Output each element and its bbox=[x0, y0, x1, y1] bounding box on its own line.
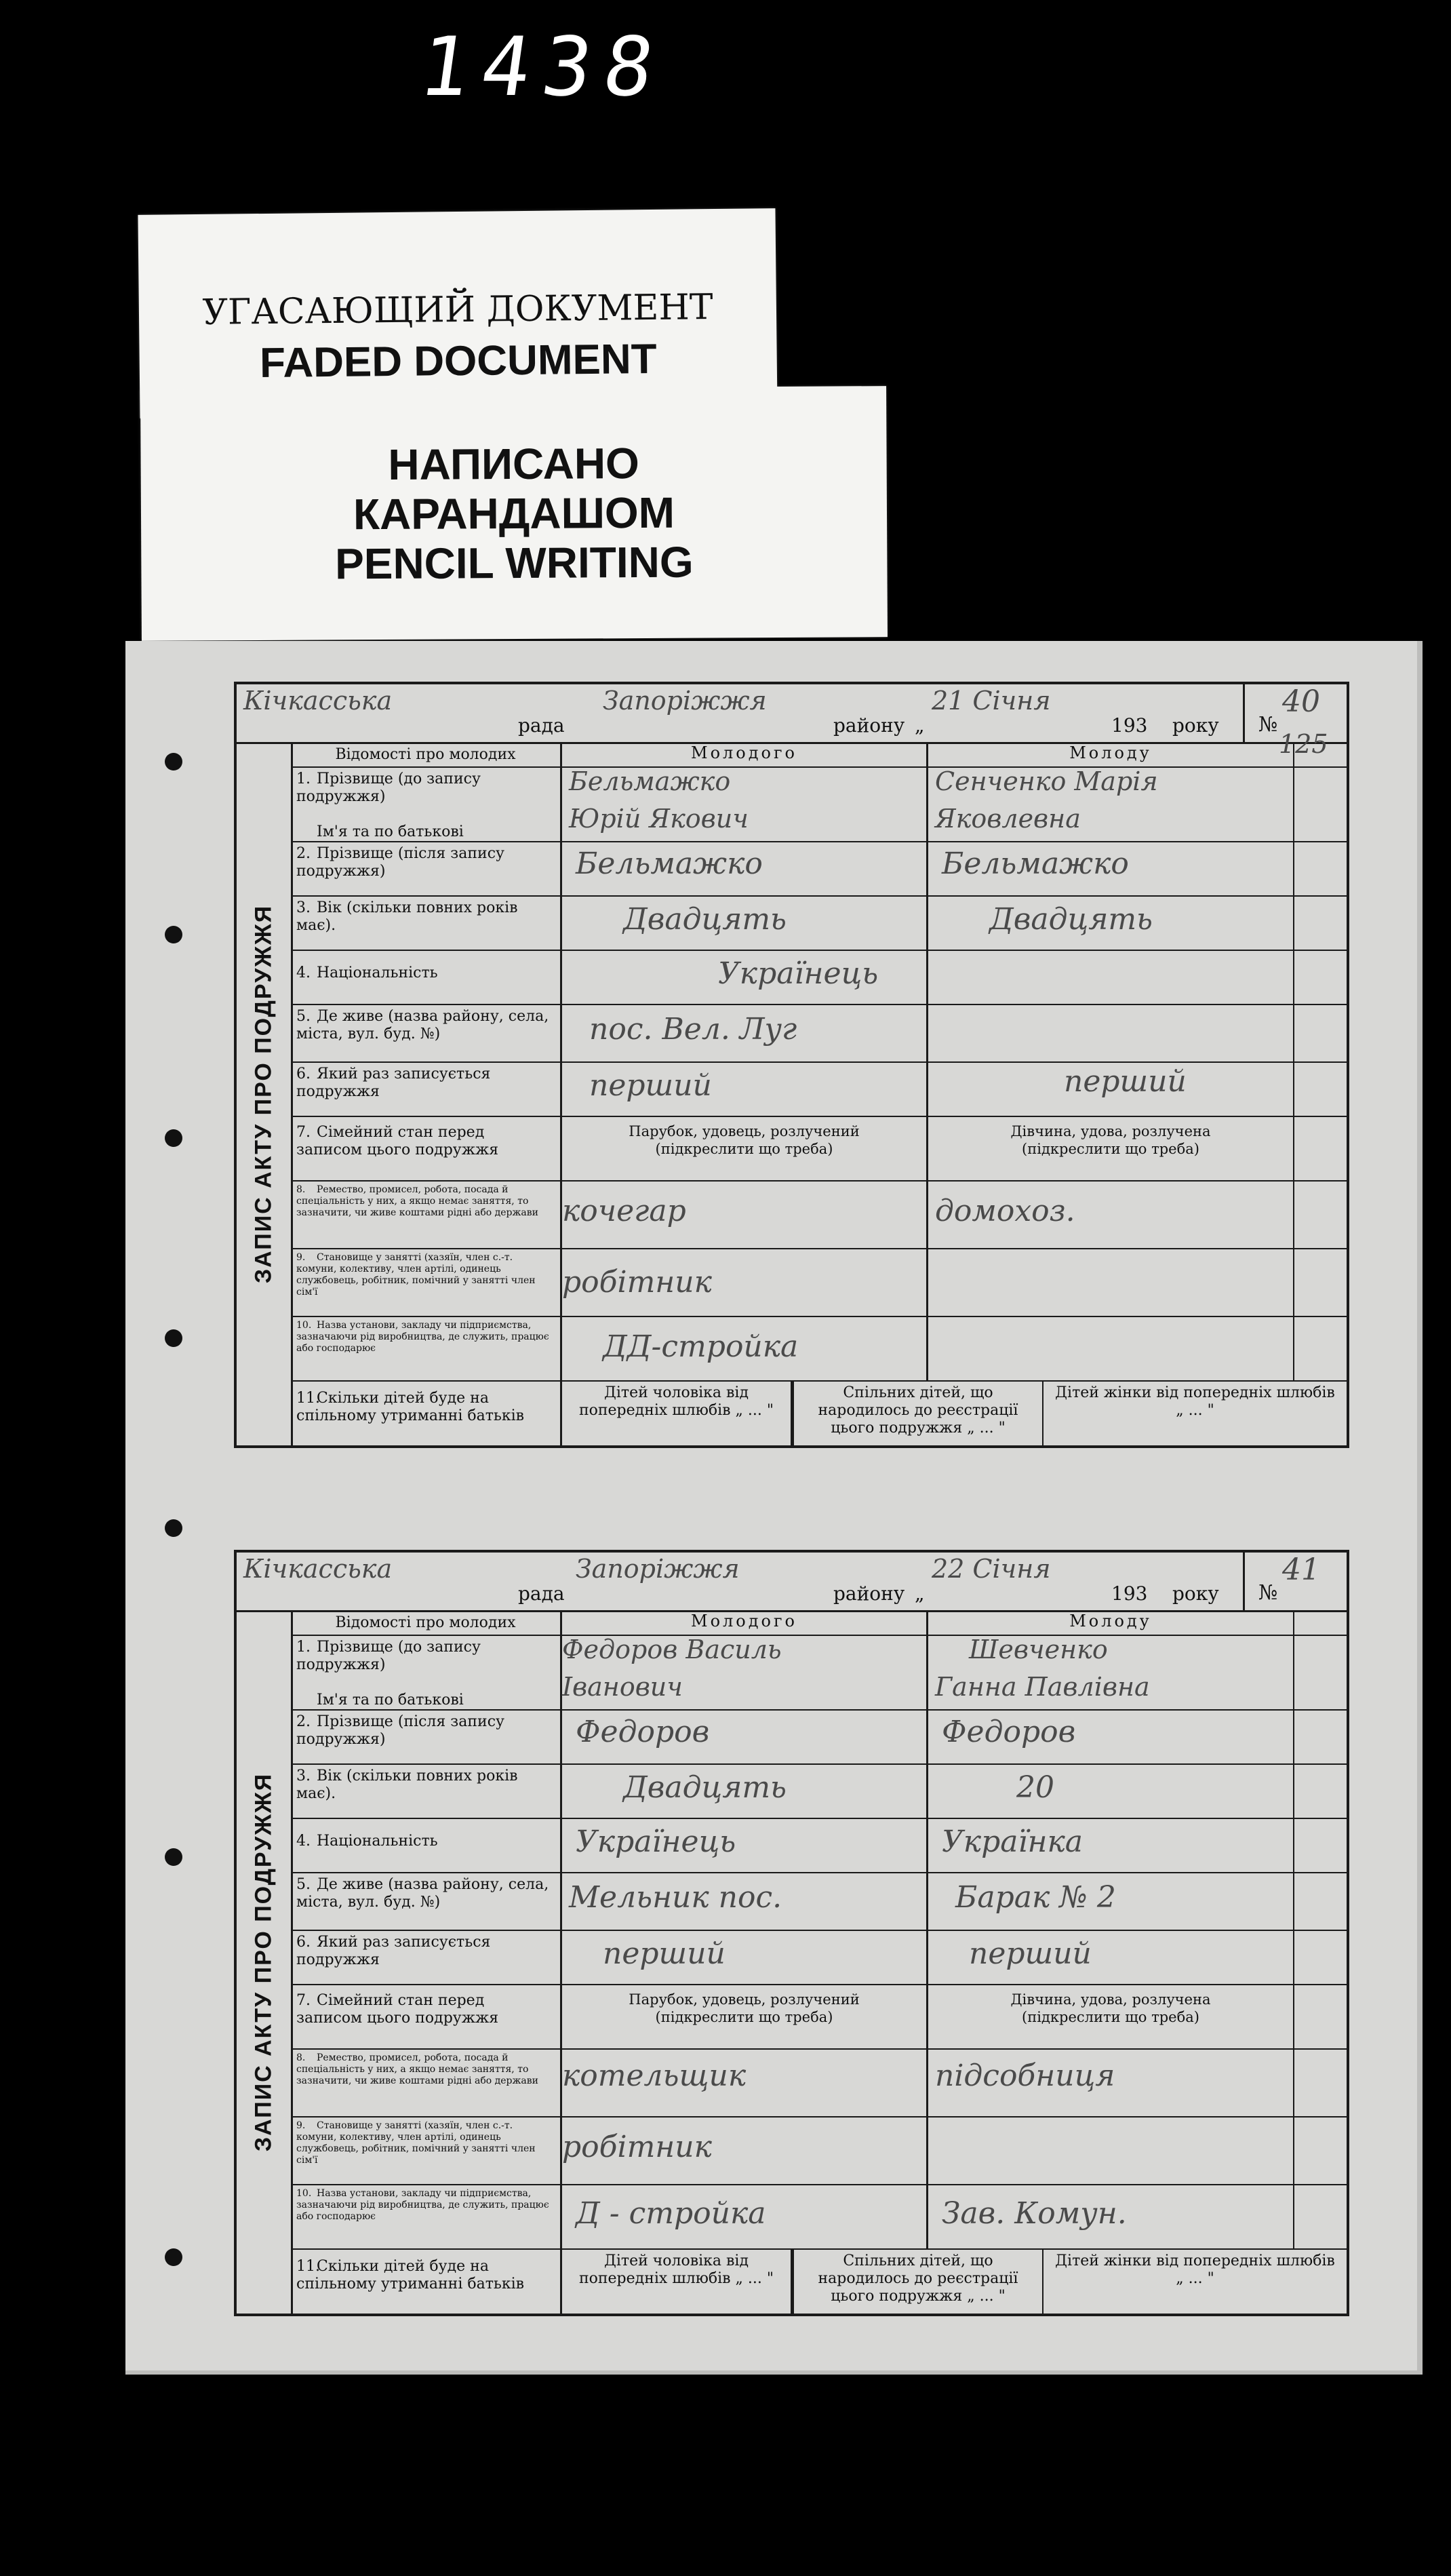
groom-cell bbox=[562, 895, 928, 950]
bride-cell bbox=[928, 1709, 1294, 1763]
row-label-text: Ім'я та по батькові bbox=[317, 1692, 464, 1709]
row-label-text: Де живе (назва району, села, міста, вул. буд. №) bbox=[296, 1008, 549, 1042]
row-label: 10. Назва установи, закладу чи підприємства, зазначаючи рід виробництва, де служить, працює або господарює bbox=[291, 2184, 562, 2248]
row-label-text: Вік (скільки повних років має). bbox=[296, 1768, 518, 1802]
groom-cell bbox=[562, 1180, 928, 1248]
bride-cell bbox=[928, 1248, 1294, 1316]
blank-col bbox=[1294, 1818, 1347, 1872]
hw-value: Федоров bbox=[576, 1715, 710, 1749]
hw-value: Бельмажко bbox=[576, 846, 763, 881]
col-groom: Молодого bbox=[562, 742, 928, 766]
hw-value: Українець bbox=[718, 956, 879, 991]
table-row bbox=[291, 1380, 1347, 1448]
raion-label: району bbox=[833, 714, 905, 737]
bride-cell bbox=[928, 2048, 1294, 2116]
row-label-text: Вік (скільки повних років має). bbox=[296, 899, 518, 934]
groom-cell bbox=[562, 950, 928, 1004]
underline-note: (підкреслити що треба) bbox=[655, 2009, 833, 2025]
bride-cell bbox=[928, 1818, 1294, 1872]
table-row bbox=[291, 1635, 1347, 1711]
hw-value: Ганна Павлівна bbox=[935, 1672, 1150, 1702]
row-label-text: Національність bbox=[317, 1833, 438, 1850]
row-label: 9. Становище у занятті (хазяїн, член с.-т. комуни, колективу, член артілі, одинець службовець, робітник, помічний у занятті член сім'ї bbox=[291, 1248, 562, 1316]
groom-cell bbox=[562, 1872, 928, 1930]
blank-col bbox=[1294, 1610, 1347, 1635]
bride-cell bbox=[928, 1180, 1294, 1248]
punch-hole bbox=[165, 1519, 182, 1537]
row-label: 7. Сімейний стан перед записом цього подружжя bbox=[291, 1116, 562, 1180]
hw-value: перший bbox=[1064, 1064, 1187, 1099]
bride-cell bbox=[928, 1316, 1294, 1380]
row-label: 6. Який раз записується подружжя bbox=[291, 1930, 562, 1984]
groom-cell bbox=[562, 1763, 928, 1818]
year-label: 193 bbox=[1111, 1582, 1148, 1605]
side-title-column bbox=[237, 742, 293, 1445]
blank-col bbox=[1294, 1984, 1347, 2048]
row-label: 2. Прізвище (після запису подружжя) bbox=[291, 1709, 562, 1763]
table-row bbox=[291, 1763, 1347, 1819]
groom-cell bbox=[562, 1635, 928, 1709]
hw-value: Барак № 2 bbox=[955, 1880, 1116, 1915]
hw-value: Шевченко bbox=[969, 1635, 1108, 1664]
raion-label: району bbox=[833, 1582, 905, 1605]
row-label-text: Прізвище (до запису подружжя) bbox=[296, 1639, 481, 1673]
row-label: 4. Національність bbox=[291, 950, 562, 1004]
faded-label-ru: УГАСАЮЩИЙ ДОКУМЕНТ bbox=[202, 287, 713, 333]
row-label-text: Який раз записується подружжя bbox=[296, 1066, 491, 1100]
punch-hole bbox=[165, 1329, 182, 1347]
record-number-box bbox=[1243, 1553, 1347, 1610]
groom-status-options: Парубок, удовець, розлучений bbox=[629, 1991, 860, 2008]
row-label-text: Назва установи, закладу чи підприємства, зазначаючи рід виробництва, де служить, працює або господарює bbox=[296, 2188, 549, 2222]
blank-col bbox=[1294, 1763, 1347, 1818]
handwritten-raion: Запоріжжя bbox=[576, 1554, 740, 1584]
blank-col bbox=[1294, 950, 1347, 1004]
row-label-text: Скільки дітей буде на спільному утриманні батьків bbox=[296, 2258, 525, 2292]
table-row bbox=[291, 2248, 1347, 2316]
row-label: 8. Ремество, промисел, робота, посада й спеціальність у них, а якщо немає заняття, то зазначити, чи живе коштами рідні або держави bbox=[291, 2048, 562, 2116]
handwritten-number: 41 bbox=[1282, 1553, 1320, 1587]
punch-hole bbox=[165, 1129, 182, 1147]
hw-value: Іванович bbox=[562, 1672, 683, 1702]
table-row bbox=[291, 895, 1347, 951]
hw-value: домохоз. bbox=[935, 1194, 1075, 1228]
hw-value: Яковлевна bbox=[935, 804, 1081, 834]
bride-cell bbox=[928, 1635, 1294, 1709]
groom-cell bbox=[562, 841, 928, 895]
table-row bbox=[291, 841, 1347, 897]
groom-cell bbox=[562, 1818, 928, 1872]
table-header-row bbox=[291, 742, 1347, 768]
groom-cell bbox=[562, 766, 928, 841]
number-label: № bbox=[1258, 1581, 1278, 1605]
blank-col bbox=[1294, 1180, 1347, 1248]
marriage-record-form bbox=[234, 682, 1349, 1448]
blank-col bbox=[1294, 1116, 1347, 1180]
row-label: 8. Ремество, промисел, робота, посада й спеціальність у них, а якщо немає заняття, то зазначити, чи живе коштами рідні або держави bbox=[291, 1180, 562, 1248]
col-bride: Молоду bbox=[928, 742, 1294, 766]
row-label-text: Назва установи, закладу чи підприємства, зазначаючи рід виробництва, де служить, працює або господарює bbox=[296, 1320, 549, 1354]
blank-col bbox=[1294, 1004, 1347, 1061]
hw-value: Федоров Василь bbox=[562, 1635, 782, 1664]
table-row bbox=[291, 1316, 1347, 1382]
rada-label: рада bbox=[518, 1582, 565, 1605]
pencil-writing-sticker bbox=[140, 386, 888, 641]
hw-value: Двадцять bbox=[623, 902, 787, 937]
row-label: 7. Сімейний стан перед записом цього подружжя bbox=[291, 1984, 562, 2048]
row-label-text: Становище у занятті (хазяїн, член с.-т. комуни, колективу, член артілі, одинець службовець, робітник, помічний у занятті член сім'ї bbox=[296, 2120, 536, 2166]
blank-col bbox=[1294, 2116, 1347, 2184]
row-label: 3. Вік (скільки повних років має). bbox=[291, 895, 562, 950]
hw-value: Зав. Комун. bbox=[942, 2196, 1127, 2231]
underline-note: (підкреслити що треба) bbox=[1022, 2009, 1199, 2025]
record-table bbox=[291, 742, 1347, 1445]
children-groom: Дітей чоловіка від попередніх шлюбів „ ... " bbox=[562, 2248, 793, 2316]
groom-cell bbox=[562, 1248, 928, 1316]
children-bride: Дітей жінки від попередніх шлюбів „ ... " bbox=[1055, 1384, 1335, 1419]
blank-col bbox=[1294, 1248, 1347, 1316]
groom-cell bbox=[562, 1984, 928, 2048]
row-label: 1. Прізвище (до запису подружжя) Ім'я та по батькові bbox=[291, 1635, 562, 1709]
form-header bbox=[237, 1553, 1347, 1612]
pencil-label-en: PENCIL WRITING bbox=[334, 537, 694, 589]
table-row bbox=[291, 2184, 1347, 2250]
table-row bbox=[291, 1004, 1347, 1063]
bride-cell bbox=[928, 895, 1294, 950]
handwritten-number-extra: 125 bbox=[1279, 729, 1328, 759]
bride-cell bbox=[928, 1930, 1294, 1984]
hw-value: Федоров bbox=[942, 1715, 1076, 1749]
handwritten-rada: Кічкасська bbox=[243, 686, 393, 716]
bride-cell bbox=[928, 1872, 1294, 1930]
row-label: 6. Який раз записується подружжя bbox=[291, 1061, 562, 1116]
bride-cell bbox=[928, 1116, 1294, 1180]
hw-value: перший bbox=[603, 1936, 726, 1971]
row-label-text: Який раз записується подружжя bbox=[296, 1934, 491, 1968]
bride-cell bbox=[928, 2116, 1294, 2184]
row-label-text: Становище у занятті (хазяїн, член с.-т. комуни, колективу, член артілі, одинець службовець, робітник, помічний у занятті член сім'ї bbox=[296, 1252, 536, 1297]
hw-value: Д - стройка bbox=[576, 2196, 766, 2231]
table-header-row bbox=[291, 1610, 1347, 1636]
row-label-text: Прізвище (після запису подружжя) bbox=[296, 845, 504, 880]
blank-col bbox=[1294, 2048, 1347, 2116]
groom-cell bbox=[562, 1709, 928, 1763]
children-bride: Дітей жінки від попередніх шлюбів „ ... " bbox=[1055, 2252, 1335, 2287]
underline-note: (підкреслити що треба) bbox=[655, 1141, 833, 1157]
row-label: 5. Де живе (назва району, села, міста, вул. буд. №) bbox=[291, 1004, 562, 1061]
hw-value: Українець bbox=[576, 1824, 736, 1859]
bride-status-options: Дівчина, удова, розлучена bbox=[1010, 1123, 1211, 1139]
groom-cell bbox=[562, 1316, 928, 1380]
table-row bbox=[291, 1116, 1347, 1182]
roku-label: року bbox=[1172, 1582, 1219, 1605]
row-label-text: Прізвище (після запису подружжя) bbox=[296, 1713, 504, 1748]
row-label-text: Скільки дітей буде на спільному утриманні батьків bbox=[296, 1390, 525, 1424]
blank-col bbox=[1294, 2184, 1347, 2248]
row-label-text: Прізвище (до запису подружжя) bbox=[296, 770, 481, 805]
hw-value: кочегар bbox=[562, 1194, 686, 1228]
handwritten-number: 40 bbox=[1282, 684, 1320, 719]
bride-cell bbox=[928, 1763, 1294, 1818]
record-table bbox=[291, 1610, 1347, 2314]
row-label: 10. Назва установи, закладу чи підприємства, зазначаючи рід виробництва, де служить, працює або господарює bbox=[291, 1316, 562, 1380]
hw-value: Юрій Якович bbox=[569, 804, 749, 834]
hw-value: перший bbox=[589, 1068, 712, 1103]
blank-col bbox=[1294, 1872, 1347, 1930]
table-row bbox=[291, 1872, 1347, 1931]
row-label-text: Національність bbox=[317, 964, 438, 981]
frame-number: 1438 bbox=[414, 20, 672, 115]
blank-col bbox=[1294, 1930, 1347, 1984]
row-label: 9. Становище у занятті (хазяїн, член с.-т. комуни, колективу, член артілі, одинець службовець, робітник, помічний у занятті член сім'ї bbox=[291, 2116, 562, 2184]
row-label-text: Ім'я та по батькові bbox=[317, 823, 464, 840]
open-quote: „ bbox=[915, 1582, 925, 1605]
col-groom: Молодого bbox=[562, 1610, 928, 1635]
blank-col bbox=[1294, 766, 1347, 841]
row-label: 3. Вік (скільки повних років має). bbox=[291, 1763, 562, 1818]
groom-cell bbox=[562, 1930, 928, 1984]
table-row bbox=[291, 1984, 1347, 2050]
hw-value: ДД-стройка bbox=[603, 1329, 799, 1364]
col-info: Відомості про молодих bbox=[291, 742, 562, 766]
blank-col bbox=[1294, 841, 1347, 895]
row-label: 4. Національність bbox=[291, 1818, 562, 1872]
side-title-column bbox=[237, 1610, 293, 2314]
handwritten-raion: Запоріжжя bbox=[603, 686, 767, 716]
roku-label: року bbox=[1172, 714, 1219, 737]
row-label: 11.Скільки дітей буде на спільному утриманні батьків bbox=[291, 1380, 562, 1448]
blank-col bbox=[1294, 895, 1347, 950]
hw-value: Мельник пос. bbox=[569, 1880, 782, 1915]
hw-value: перший bbox=[969, 1936, 1092, 1971]
blank-col bbox=[1294, 1316, 1347, 1380]
record-number-box bbox=[1243, 684, 1347, 759]
groom-cell bbox=[562, 2048, 928, 2116]
col-info: Відомості про молодих bbox=[291, 1610, 562, 1635]
punch-hole bbox=[165, 1848, 182, 1866]
punch-hole bbox=[165, 753, 182, 770]
hw-value: 20 bbox=[1016, 1770, 1054, 1805]
table-row bbox=[291, 1061, 1347, 1117]
groom-cell bbox=[562, 1116, 928, 1180]
rada-label: рада bbox=[518, 714, 565, 737]
row-label-text: Де живе (назва району, села, міста, вул. буд. №) bbox=[296, 1876, 549, 1911]
table-row bbox=[291, 2116, 1347, 2185]
row-label-text: Сімейний стан перед записом цього подружжя bbox=[296, 1992, 499, 2027]
groom-status-options: Парубок, удовець, розлучений bbox=[629, 1123, 860, 1139]
handwritten-date: 22 Січня bbox=[932, 1554, 1051, 1584]
groom-cell bbox=[562, 2116, 928, 2184]
bride-status-options: Дівчина, удова, розлучена bbox=[1010, 1991, 1211, 2008]
groom-cell bbox=[562, 1061, 928, 1116]
blank-col bbox=[1294, 742, 1347, 766]
table-row bbox=[291, 1248, 1347, 1317]
children-common: Спільних дітей, що народилось до реєстрації цього подружжя „ ... " bbox=[793, 2248, 1043, 2316]
row-label: 11.Скільки дітей буде на спільному утриманні батьків bbox=[291, 2248, 562, 2316]
year-label: 193 bbox=[1111, 714, 1148, 737]
punch-hole bbox=[165, 2248, 182, 2266]
bride-cell bbox=[928, 1004, 1294, 1061]
groom-cell bbox=[562, 2184, 928, 2248]
open-quote: „ bbox=[915, 714, 925, 737]
bride-cell bbox=[928, 1061, 1294, 1116]
pencil-label-ru2: КАРАНДАШОМ bbox=[353, 488, 675, 539]
table-row bbox=[291, 1818, 1347, 1873]
hw-value: Українка bbox=[942, 1824, 1084, 1859]
groom-cell bbox=[562, 1004, 928, 1061]
hw-value: робітник bbox=[562, 2130, 712, 2164]
hw-value: Двадцять bbox=[623, 1770, 787, 1805]
bride-cell bbox=[928, 950, 1294, 1004]
marriage-record-form bbox=[234, 1550, 1349, 2316]
hw-value: котельщик bbox=[562, 2058, 747, 2093]
children-groom: Дітей чоловіка від попередніх шлюбів „ ... " bbox=[562, 1380, 793, 1448]
table-row bbox=[291, 950, 1347, 1005]
hw-value: робітник bbox=[562, 1265, 712, 1300]
faded-label-en: FADED DOCUMENT bbox=[259, 335, 657, 387]
table-row bbox=[291, 766, 1347, 842]
pencil-label-ru1: НАПИСАНО bbox=[388, 439, 640, 489]
hw-value: Сенченко Марія bbox=[935, 766, 1158, 796]
side-title: ЗАПИС АКТУ ПРО ПОДРУЖЖЯ bbox=[250, 1772, 277, 2151]
punch-hole bbox=[165, 926, 182, 943]
bride-cell bbox=[928, 841, 1294, 895]
row-label: 5. Де живе (назва району, села, міста, вул. буд. №) bbox=[291, 1872, 562, 1930]
hw-value: Бельмажко bbox=[942, 846, 1129, 881]
row-label-text: Сімейний стан перед записом цього подружжя bbox=[296, 1124, 499, 1158]
bride-cell bbox=[928, 2184, 1294, 2248]
blank-col bbox=[1294, 1635, 1347, 1709]
handwritten-rada: Кічкасська bbox=[243, 1554, 393, 1584]
side-title: ЗАПИС АКТУ ПРО ПОДРУЖЖЯ bbox=[250, 904, 277, 1283]
row-label: 2. Прізвище (після запису подружжя) bbox=[291, 841, 562, 895]
row-label: 1. Прізвище (до запису подружжя) Ім'я та по батькові bbox=[291, 766, 562, 841]
blank-col bbox=[1294, 1709, 1347, 1763]
row-label-text: Ремество, промисел, робота, посада й спеціальність у них, а якщо немає заняття, то зазначити, чи живе коштами рідні або держави bbox=[296, 2052, 538, 2086]
handwritten-date: 21 Січня bbox=[932, 686, 1051, 716]
hw-value: Бельмажко bbox=[569, 766, 731, 796]
table-row bbox=[291, 1930, 1347, 1985]
blank-col bbox=[1294, 1061, 1347, 1116]
bride-cell bbox=[928, 1984, 1294, 2048]
number-label: № bbox=[1258, 713, 1278, 737]
row-label-text: Ремество, промисел, робота, посада й спеціальність у них, а якщо немає заняття, то зазначити, чи живе коштами рідні або держави bbox=[296, 1184, 538, 1218]
bride-cell bbox=[928, 766, 1294, 841]
table-row bbox=[291, 2048, 1347, 2118]
hw-value: Двадцять bbox=[989, 902, 1153, 937]
hw-value: підсобниця bbox=[935, 2058, 1115, 2093]
children-common: Спільних дітей, що народилось до реєстрації цього подружжя „ ... " bbox=[793, 1380, 1043, 1448]
underline-note: (підкреслити що треба) bbox=[1022, 1141, 1199, 1157]
table-row bbox=[291, 1709, 1347, 1765]
table-row bbox=[291, 1180, 1347, 1249]
hw-value: пос. Вел. Луг bbox=[589, 1012, 797, 1047]
register-page bbox=[125, 641, 1423, 2375]
col-bride: Молоду bbox=[928, 1610, 1294, 1635]
